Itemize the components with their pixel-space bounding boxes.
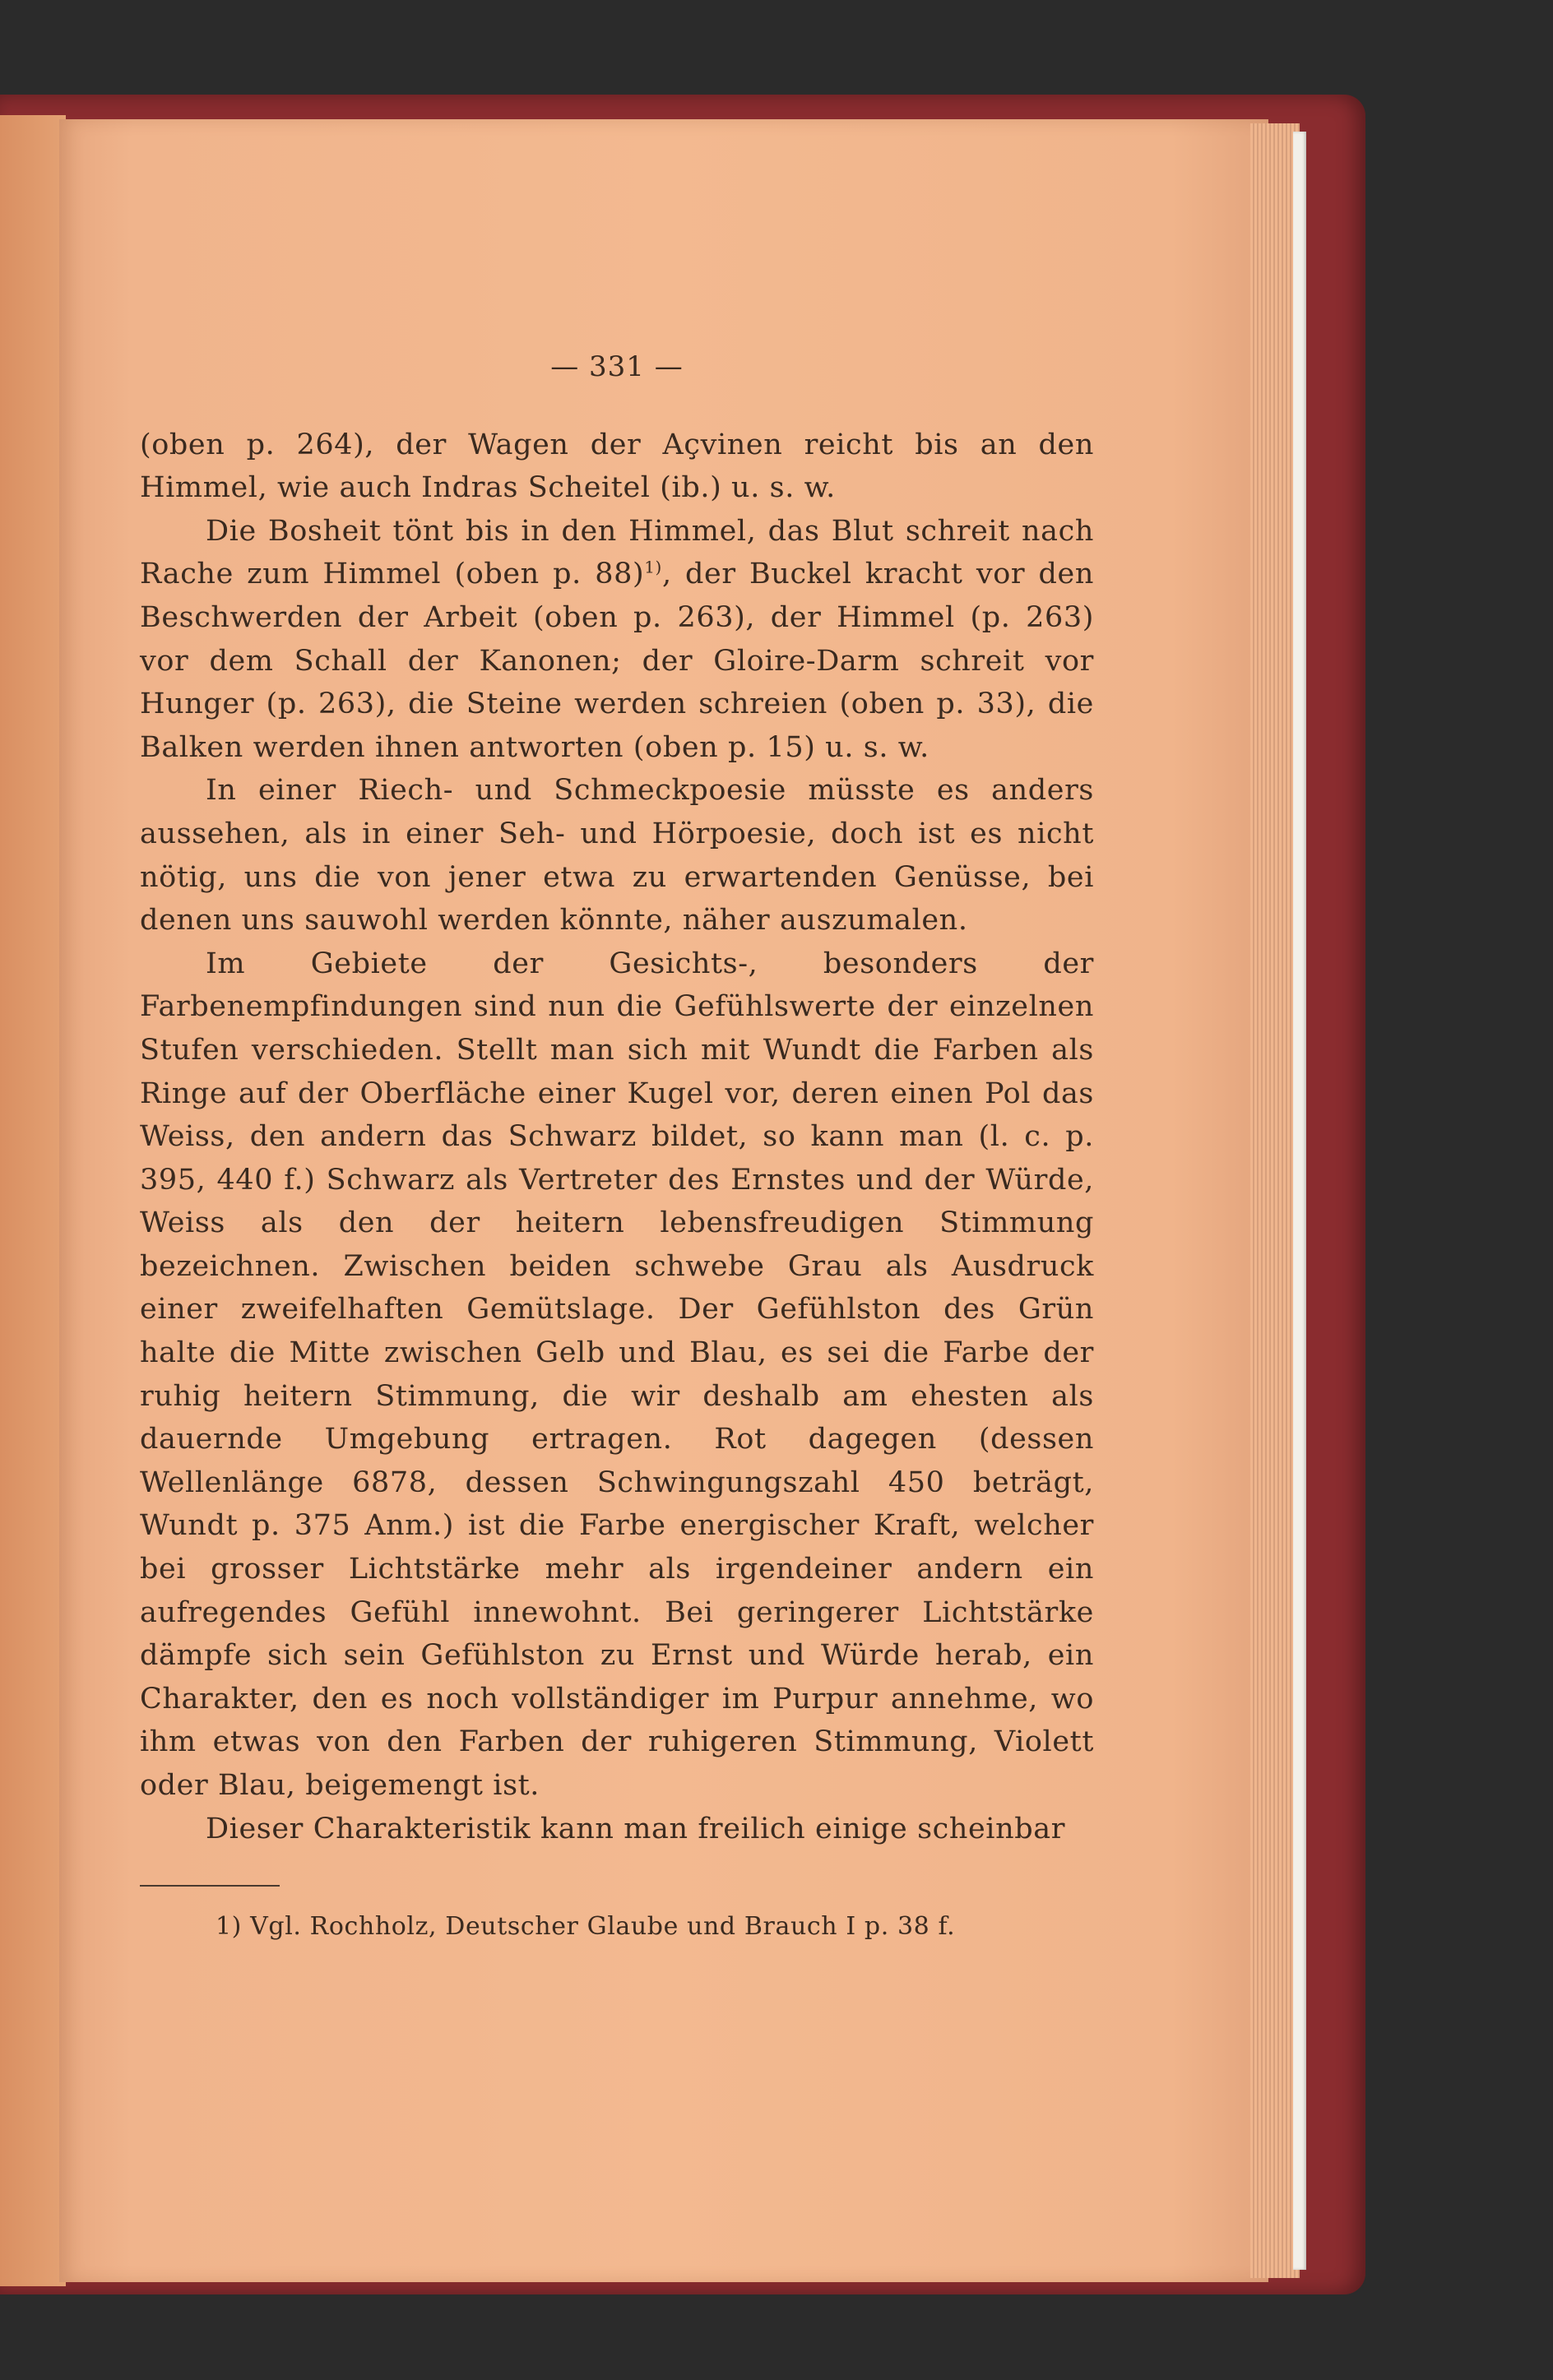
paragraph-2 — [140, 510, 1094, 770]
left-page-edge — [0, 115, 66, 2286]
paragraph-5: Dieser Charakteristik kann man freilich einige scheinbar — [206, 1812, 1066, 1845]
white-page-edge — [1293, 132, 1306, 2270]
footnote-divider — [140, 1885, 280, 1887]
footnote-marker: 1) — [644, 557, 662, 577]
paragraph-3: In einer Riech- und Schmeckpoesie müsste es anders aussehen, als in einer Seh- und Hörpoesie, doch ist es nicht nötig, uns die von jener etwa zu erwartenden Genüsse, bei denen uns sauwohl werden könnte, näher auszumalen. — [140, 774, 1094, 938]
paragraph-1: (oben p. 264), der Wagen der Açvinen reicht bis an den Himmel, wie auch Indras Scheitel (ib.) u. s. w. — [140, 428, 1094, 505]
paragraph-2-part-1: Die Bosheit tönt bis in den Himmel, das Blut schreit nach Rache zum Himmel (oben p. 88) — [140, 514, 1094, 591]
paragraph-4: Im Gebiete der Gesichts-, besonders der Farbenempfindungen sind nun die Gefühlswerte der einzelnen Stufen verschieden. Stellt man sich mit Wundt die Farben als Ringe auf der Oberfläche einer Kugel vor, deren einen Pol das Weiss, den andern das Schwarz bildet, so kann man (l. c. p. 395, 440 f.) Schwarz als Vertreter des Ernstes und der Würde, Weiss als den der heitern lebensfreudigen Stimmung bezeichnen. Zwischen beiden schwebe Grau als Ausdruck einer zweifelhaften Gemütslage. Der Gefühlston des Grün halte die Mitte zwischen Gelb und Blau, es sei die Farbe der ruhig heitern Stimmung, die wir deshalb am ehesten als dauernde Umgebung ertragen. Rot dagegen (dessen Wellenlänge 6878, dessen Schwingungszahl 450 beträgt, Wundt p. 375 Anm.) ist die Farbe energischer Kraft, welcher bei grosser Lichtstärke mehr als irgendeiner andern ein aufregendes Gefühl innewohnt. Bei geringerer Lichtstärke dämpfe sich sein Gefühlston zu Ernst und Würde herab, ein Charakter, den es noch vollständiger im Purpur annehme, wo ihm etwas von den Farben der ruhigeren Stimmung, Violett oder Blau, beigemengt ist. — [140, 947, 1094, 1802]
page-number: — 331 — — [550, 350, 684, 383]
page-stack-edge — [1250, 123, 1300, 2278]
paragraph-2-part-2: , der Buckel kracht vor den Beschwerden der Arbeit (oben p. 263), der Himmel (p. 263) vor dem Schall der Kanonen; der Gloire-Darm schreit vor Hunger (p. 263), die Steine werden schreien (oben p. 33), die Balken werden ihnen antworten (oben p. 15) u. s. w. — [140, 558, 1095, 764]
footnote: 1) Vgl. Rochholz, Deutscher Glaube und Brauch I p. 38 f. — [216, 1912, 956, 1942]
page-text — [140, 345, 1094, 1944]
